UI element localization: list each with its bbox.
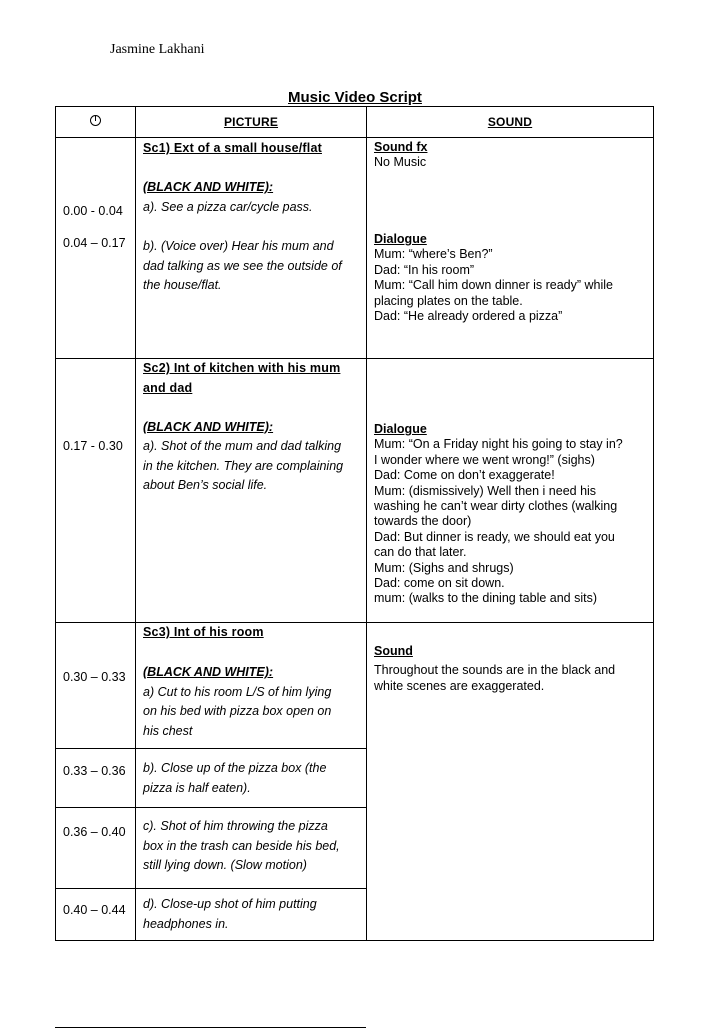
sound-column-header: SOUND	[367, 107, 654, 138]
timecode: 0.30 – 0.33	[63, 670, 126, 684]
dialogue-line: Dad: But dinner is ready, we should eat you	[374, 529, 615, 544]
time-cell	[56, 623, 136, 749]
dialogue-line: Dad: Come on don’t exaggerate!	[374, 468, 555, 483]
time-cell	[56, 889, 136, 941]
picture-column-header: PICTURE	[136, 107, 367, 138]
picture-cell	[136, 749, 367, 808]
dialogue-line: washing he can’t wear dirty clothes (walking	[374, 499, 618, 514]
sound-cell	[367, 138, 654, 359]
sound-note: No Music	[374, 155, 427, 170]
dialogue-line: mum: (walks to the dining table and sits)	[374, 591, 598, 606]
dialogue-line: placing plates on the table.	[374, 293, 523, 308]
sound-cell	[367, 623, 654, 941]
shot-description-line: c). Shot of him throwing the pizza	[143, 819, 328, 833]
timecode: 0.33 – 0.36	[63, 764, 126, 778]
black-and-white-note: (BLACK AND WHITE):	[143, 419, 274, 434]
shot-description-line: his chest	[143, 723, 193, 738]
shot-description: a). See a pizza car/cycle pass.	[143, 199, 313, 214]
document-title: Music Video Script	[288, 89, 422, 106]
shot-description-line: a). Shot of the mum and dad talking	[143, 439, 342, 453]
picture-cell	[136, 889, 367, 941]
time-cell	[56, 138, 136, 359]
shot-description-line: in the kitchen. They are complaining	[143, 458, 344, 473]
footer-rule	[55, 1027, 366, 1028]
table-row	[56, 138, 654, 359]
dialogue-heading: Dialogue	[374, 232, 427, 246]
dialogue-line: Mum: (Sighs and shrugs)	[374, 560, 514, 575]
author-name: Jasmine Lakhani	[110, 42, 205, 57]
scene-heading: Sc3) Int of his room	[143, 625, 264, 639]
picture-cell	[136, 138, 367, 359]
time-cell	[56, 808, 136, 889]
time-cell	[56, 359, 136, 623]
picture-cell	[136, 623, 367, 749]
scene-heading-line: Sc2) Int of kitchen with his mum	[143, 361, 341, 375]
timecode: 0.40 – 0.44	[63, 903, 126, 917]
shot-description-line: d). Close-up shot of him putting	[143, 897, 317, 911]
dialogue-line: Mum: “where’s Ben?”	[374, 247, 493, 262]
shot-description-line: dad talking as we see the outside of	[143, 258, 342, 273]
scene-heading-line: and dad	[143, 380, 193, 395]
timecode: 0.04 – 0.17	[63, 236, 126, 250]
shot-description-line: the house/flat.	[143, 278, 222, 292]
script-table	[55, 106, 654, 941]
dialogue-line: Mum: (dismissively) Well then i need his	[374, 483, 597, 498]
sound-heading: Sound	[374, 644, 413, 658]
sound-cell	[367, 359, 654, 623]
picture-cell	[136, 359, 367, 623]
shot-description-line: headphones in.	[143, 916, 229, 931]
black-and-white-note: (BLACK AND WHITE):	[143, 665, 274, 679]
dialogue-line: I wonder where we went wrong!” (sighs)	[374, 452, 595, 467]
dialogue-line: Mum: “Call him down dinner is ready” while	[374, 278, 613, 293]
header-row	[56, 107, 654, 138]
timecode: 0.00 - 0.04	[63, 204, 123, 218]
clock-icon	[90, 115, 101, 126]
time-column-header	[56, 107, 136, 138]
sound-note-line: white scenes are exaggerated.	[374, 678, 545, 693]
table-row	[56, 359, 654, 623]
black-and-white-note: (BLACK AND WHITE):	[143, 180, 274, 194]
table-row	[56, 623, 654, 749]
picture-cell	[136, 808, 367, 889]
time-cell	[56, 749, 136, 808]
shot-description-line: pizza is half eaten).	[143, 780, 251, 795]
shot-description-line: a) Cut to his room L/S of him lying	[143, 684, 332, 699]
scene-heading: Sc1) Ext of a small house/flat	[143, 141, 322, 155]
shot-description-line: still lying down. (Slow motion)	[143, 858, 307, 872]
timecode: 0.17 - 0.30	[63, 439, 123, 453]
dialogue-heading: Dialogue	[374, 422, 427, 436]
sound-fx-heading: Sound fx	[374, 140, 428, 154]
dialogue-line: can do that later.	[374, 545, 467, 560]
shot-description-line: box in the trash can beside his bed,	[143, 838, 340, 853]
dialogue-line: Dad: “He already ordered a pizza”	[374, 309, 563, 324]
dialogue-line: Dad: come on sit down.	[374, 576, 505, 591]
shot-description-line: on his bed with pizza box open on	[143, 704, 332, 718]
shot-description-line: b). Close up of the pizza box (the	[143, 761, 327, 775]
shot-description-line: about Ben’s social life.	[143, 478, 268, 492]
shot-description-line: b). (Voice over) Hear his mum and	[143, 239, 334, 253]
dialogue-line: Mum: “On a Friday night his going to stay in?	[374, 437, 623, 452]
timecode: 0.36 – 0.40	[63, 825, 126, 839]
sound-note-line: Throughout the sounds are in the black and	[374, 663, 616, 678]
dialogue-line: towards the door)	[374, 514, 472, 529]
dialogue-line: Dad: “In his room”	[374, 262, 475, 277]
